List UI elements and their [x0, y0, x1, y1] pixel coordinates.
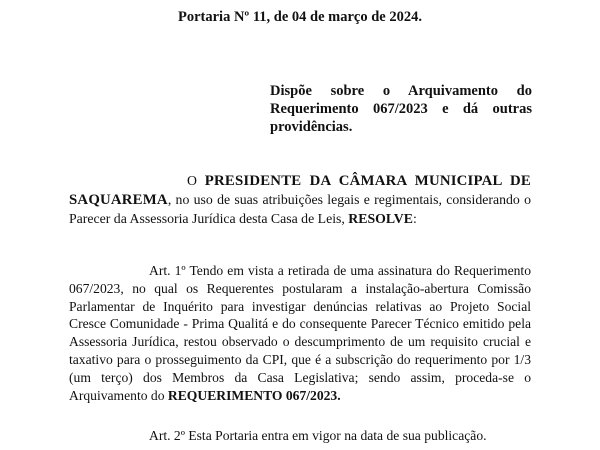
document-title: Portaria Nº 11, de 04 de março de 2024. — [178, 9, 422, 25]
article-1-bold-end: REQUERIMENTO 067/2023. — [167, 387, 341, 403]
article-1-text: Art. 1º Tendo em vista a retirada de uma assinatura do Requerimento 067/2023, no qual os Requerentes postularam a instalação-abertura Comissão Parlamentar de Inquérito para investigar denúncias relativas ao Projeto Social Cresce Comunidade - Prima Qualitá e do consequente Parecer Técnico emitido pela Assessoria Jurídica, restou observado o descumprimento de um requisito crucial e taxativo para o prosseguimento da CPI, que é a subscrição do requerimento por 1/3 (um terço) dos Membros da Casa Legislativa; sendo assim, proceda-se o Arquivamento do — [69, 263, 531, 403]
preamble-end: : — [412, 210, 417, 226]
article-2 — [69, 427, 531, 445]
resolve-keyword: RESOLVE — [348, 210, 413, 226]
ementa: Dispõe sobre o Arquivamento do Requerimento 067/2023 e dá outras providências. — [270, 83, 532, 135]
preamble-lead: O — [187, 173, 197, 188]
president-title: PRESIDENTE DA CÂMARA MUNICIPAL DE SAQUAREMA — [69, 173, 531, 208]
article-1 — [69, 262, 531, 404]
preamble-text: , no uso de suas atribuições legais e regimentais, considerando o Parecer da Assessoria Jurídica desta Casa de Leis, — [69, 191, 531, 226]
article-2-text: Art. 2º Esta Portaria entra em vigor na data de sua publicação. — [149, 428, 487, 443]
preamble-paragraph — [69, 172, 531, 227]
